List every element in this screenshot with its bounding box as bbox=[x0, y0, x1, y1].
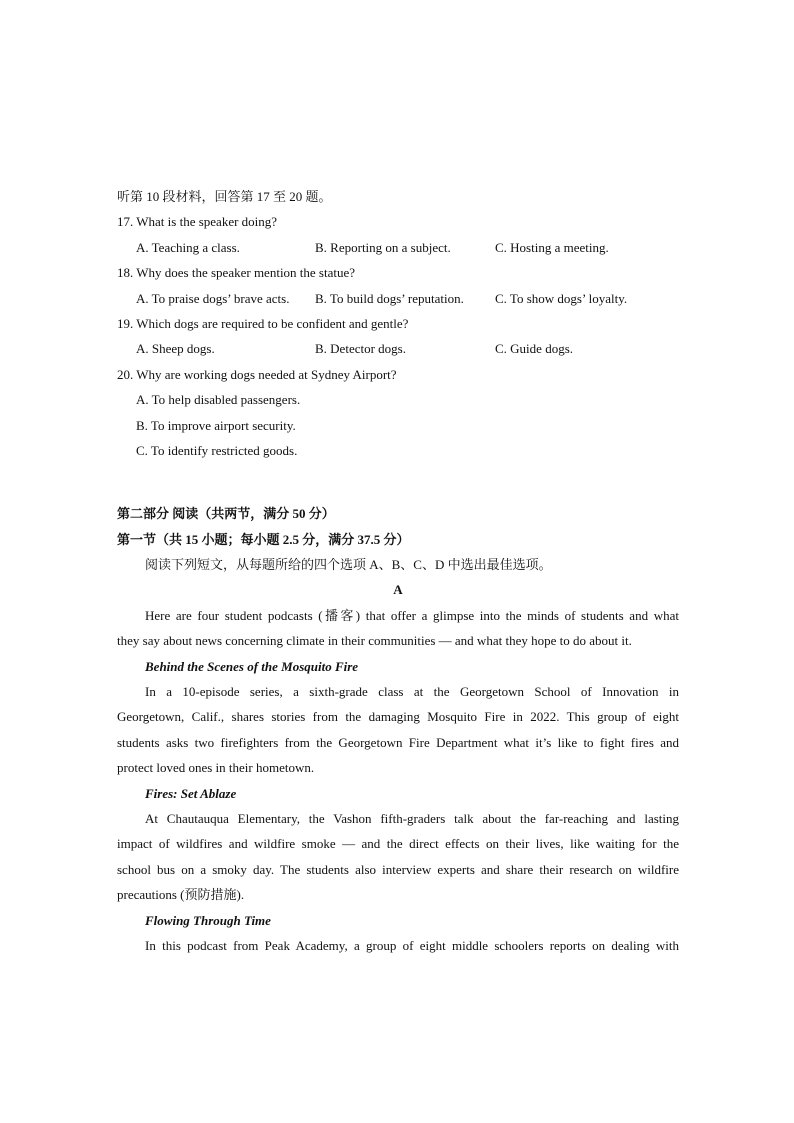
option-17-b: B. Reporting on a subject. bbox=[315, 239, 451, 255]
document-content bbox=[117, 184, 679, 958]
option-17-a: A. Teaching a class. bbox=[136, 239, 240, 255]
podcast-2-title: Fires: Set Ablaze bbox=[145, 785, 237, 801]
question-17-options bbox=[117, 235, 679, 260]
option-18-b: B. To build dogs’ reputation. bbox=[315, 290, 464, 306]
question-20-stem: 20. Why are working dogs needed at Sydney Airport? bbox=[117, 366, 397, 382]
section-title: 第一节（共 15 小题；每小题 2.5 分，满分 37.5 分） bbox=[117, 531, 410, 547]
section-gap bbox=[117, 463, 679, 501]
podcast-1-description bbox=[117, 679, 679, 781]
podcast-1-line: protect loved ones in their hometown. bbox=[117, 760, 315, 776]
podcast-2-line: impact of wildfires and wildfire smoke — and the direct effects on their lives, like waiting for the bbox=[117, 836, 679, 852]
option-19-c: C. Guide dogs. bbox=[495, 341, 573, 357]
question-17-stem: 17. What is the speaker doing? bbox=[117, 214, 278, 230]
listening-intro: 听第 10 段材料，回答第 17 至 20 题。 bbox=[117, 189, 332, 204]
podcast-1-line: Georgetown, Calif., shares stories from the damaging Mosquito Fire in 2022. This group of eight bbox=[117, 709, 679, 725]
podcast-2-line: precautions (预防措施). bbox=[117, 887, 245, 903]
option-20-c: C. To identify restricted goods. bbox=[136, 442, 298, 458]
podcast-1-line: students asks two firefighters from the Georgetown Fire Department what it’s like to fight fires and bbox=[117, 734, 679, 750]
reading-instruction: 阅读下列短文，从每题所给的四个选项 A、B、C、D 中选出最佳选项。 bbox=[145, 557, 552, 573]
question-19-stem: 19. Which dogs are required to be confident and gentle? bbox=[117, 315, 409, 331]
option-17-c: C. Hosting a meeting. bbox=[495, 239, 609, 255]
podcast-3-description bbox=[117, 933, 679, 958]
option-19-b: B. Detector dogs. bbox=[315, 341, 406, 357]
part-title: 第二部分 阅读（共两节，满分 50 分） bbox=[117, 506, 335, 522]
passage-intro bbox=[117, 603, 679, 654]
question-19-options bbox=[117, 336, 679, 361]
option-20-a: A. To help disabled passengers. bbox=[136, 392, 301, 408]
podcast-2-line: school bus on a smoky day. The students also interview experts and share their research on wildfire bbox=[117, 861, 679, 877]
podcast-2-description bbox=[117, 806, 679, 908]
podcast-3-line: In this podcast from Peak Academy, a group of eight middle schoolers reports on dealing with bbox=[145, 937, 679, 953]
passage-intro-line: they say about news concerning climate in their communities — and what they hope to do about it. bbox=[117, 633, 632, 649]
option-20-b: B. To improve airport security. bbox=[136, 417, 296, 433]
option-18-c: C. To show dogs’ loyalty. bbox=[495, 290, 628, 306]
passage-label: A bbox=[393, 582, 403, 598]
option-18-a: A. To praise dogs’ brave acts. bbox=[136, 290, 290, 306]
question-18-options bbox=[117, 286, 679, 311]
podcast-3-title: Flowing Through Time bbox=[145, 912, 271, 928]
option-19-a: A. Sheep dogs. bbox=[136, 341, 215, 357]
podcast-1-title: Behind the Scenes of the Mosquito Fire bbox=[145, 658, 359, 674]
question-18-stem: 18. Why does the speaker mention the statue? bbox=[117, 265, 356, 281]
podcast-2-line: At Chautauqua Elementary, the Vashon fifth-graders talk about the far-reaching and lasting bbox=[145, 810, 679, 826]
passage-intro-line: Here are four student podcasts (播客) that offer a glimpse into the minds of students and what bbox=[145, 607, 679, 623]
podcast-1-line: In a 10-episode series, a sixth-grade class at the Georgetown School of Innovation in bbox=[145, 684, 679, 700]
